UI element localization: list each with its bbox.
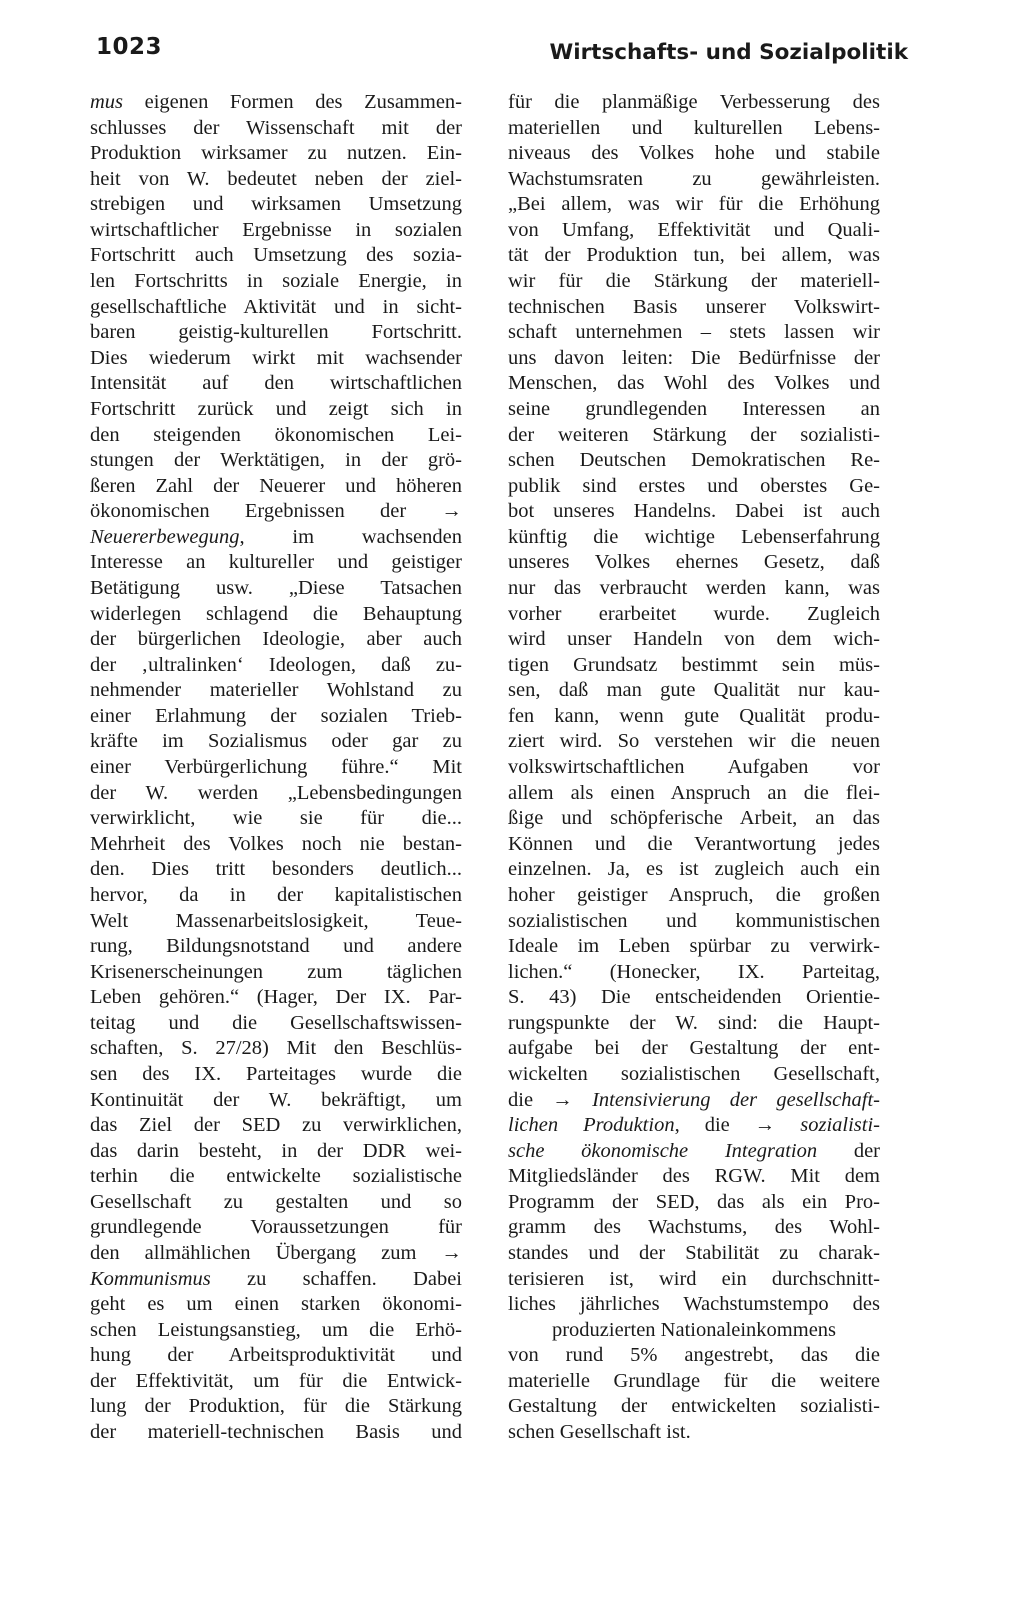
text-line: allem als einen Anspruch an die flei-	[508, 781, 880, 804]
text-line: fen kann, wenn gute Qualität produ-	[508, 704, 880, 727]
text-line: lichen Produktion, die → sozialisti-	[508, 1114, 880, 1137]
text-line: materiellen und kulturellen Lebens-	[508, 116, 880, 139]
text-line: hung der Arbeitsproduktivität und	[90, 1344, 462, 1367]
text-line: S. 43) Die entscheidenden Orientie-	[508, 986, 880, 1009]
text-line: gesellschaftliche Aktivität und in sicht-	[90, 295, 462, 318]
text-line: Wachstumsraten zu gewährleisten.	[508, 167, 880, 190]
text-line: Menschen, das Wohl des Volkes und	[508, 372, 880, 395]
text-line: Interesse an kultureller und geistiger	[90, 551, 462, 574]
text-line: vorher erarbeitet wurde. Zugleich	[508, 602, 880, 625]
text-line: tät der Produktion tun, bei allem, was	[508, 244, 880, 267]
text-line: Welt Massenarbeitslosigkeit, Teue-	[90, 909, 462, 932]
text-line: Produktion wirksamer zu nutzen. Ein-	[90, 142, 462, 165]
section-title: Wirtschafts- und Sozialpolitik	[549, 40, 908, 65]
text-line: schen Leistungsanstieg, um die Erhö-	[90, 1318, 462, 1341]
text-line: wir für die Stärkung der materiell-	[508, 270, 880, 293]
text-line: Können und die Verantwortung jedes	[508, 832, 880, 855]
text-line: schen Deutschen Demokratischen Re-	[508, 449, 880, 472]
text-line: sozialistischen und kommunistischen	[508, 909, 880, 932]
text-line: wird unser Handeln von dem wich-	[508, 628, 880, 651]
text-line: rung, Bildungsnotstand und andere	[90, 935, 462, 958]
text-line: stungen der Werktätigen, in der grö-	[90, 449, 462, 472]
text-line: schlusses der Wissenschaft mit der	[90, 116, 462, 139]
text-line: die → Intensivierung der gesellschaft-	[508, 1088, 880, 1111]
text-line: len Fortschritts in soziale Energie, in	[90, 270, 462, 293]
text-line: wickelten sozialistischen Gesellschaft,	[508, 1062, 880, 1085]
text-line: rungspunkte der W. sind: die Haupt-	[508, 1011, 880, 1034]
text-line: der Effektivität, um für die Entwick-	[90, 1369, 462, 1392]
text-line: produzierten Nationaleinkommens	[551, 1318, 837, 1341]
text-line: Mitgliedsländer des RGW. Mit dem	[508, 1165, 880, 1188]
text-line: Neuererbewegung, im wachsenden	[90, 525, 462, 548]
text-line: tigen Grundsatz bestimmt sein müs-	[508, 653, 880, 676]
text-line: für die planmäßige Verbesserung des	[508, 91, 880, 113]
text-line: Betätigung usw. „Diese Tatsachen	[90, 576, 462, 599]
text-line: Ideale im Leben spürbar zu verwirk-	[508, 935, 880, 958]
text-line: Leben gehören.“ (Hager, Der IX. Par-	[90, 986, 462, 1009]
text-line: Intensität auf den wirtschaftlichen	[90, 372, 462, 395]
text-line: Kommunismus zu schaffen. Dabei	[90, 1267, 462, 1290]
text-line: grundlegende Voraussetzungen für	[90, 1216, 462, 1239]
text-line: Gestaltung der entwickelten sozialisti-	[508, 1395, 880, 1418]
left-text-column	[90, 90, 462, 1446]
text-line: hervor, da in der kapitalistischen	[90, 883, 462, 906]
text-line: sen des IX. Parteitages wurde die	[90, 1062, 462, 1085]
text-line: schaften, S. 27/28) Mit den Beschlüs-	[90, 1037, 462, 1060]
text-line: der bürgerlichen Ideologie, aber auch	[90, 628, 462, 651]
text-line: materielle Grundlage für die weitere	[508, 1369, 880, 1392]
text-line: lung der Produktion, für die Stärkung	[90, 1395, 462, 1418]
text-line: publik sind erstes und oberstes Ge-	[508, 474, 880, 497]
text-line: nehmender materieller Wohlstand zu	[90, 679, 462, 702]
text-line: Dies wiederum wirkt mit wachsender	[90, 346, 462, 369]
text-line: einzelnen. Ja, es ist zugleich auch ein	[508, 858, 880, 881]
text-line: einer Erlahmung der sozialen Trieb-	[90, 704, 462, 727]
text-line: ßeren Zahl der Neuerer und höheren	[90, 474, 462, 497]
text-line: aufgabe bei der Gestaltung der ent-	[508, 1037, 880, 1060]
text-line: Gesellschaft zu gestalten und so	[90, 1190, 462, 1213]
text-line: schen Gesellschaft ist.	[508, 1421, 691, 1444]
text-line: liches jährliches Wachstumstempo des	[508, 1293, 880, 1316]
text-line: Fortschritt zurück und zeigt sich in	[90, 397, 462, 420]
text-line: sen, daß man gute Qualität nur kau-	[508, 679, 880, 702]
text-line: verwirklicht, wie sie für die...	[90, 807, 462, 830]
text-line: kräfte im Sozialismus oder gar zu	[90, 730, 462, 753]
text-line: den. Dies tritt besonders deutlich...	[90, 858, 462, 881]
text-line: seine grundlegenden Interessen an	[508, 397, 880, 420]
text-line: der W. werden „Lebensbedingungen	[90, 781, 462, 804]
text-line: teitag und die Gesellschaftswissen-	[90, 1011, 462, 1034]
text-line: strebigen und wirksamen Umsetzung	[90, 193, 462, 216]
text-line: künftig die wichtige Lebenserfahrung	[508, 525, 880, 548]
text-line: von rund 5% angestrebt, das die	[508, 1344, 880, 1367]
text-line: Programm der SED, das als ein Pro-	[508, 1190, 880, 1213]
text-line: terisieren ist, wird ein durchschnitt-	[508, 1267, 880, 1290]
text-line: ßige und schöpferische Arbeit, an das	[508, 807, 880, 830]
text-line: gramm des Wachstums, des Wohl-	[508, 1216, 880, 1239]
text-line: „Bei allem, was wir für die Erhöhung	[508, 193, 880, 216]
text-line: widerlegen schlagend die Behauptung	[90, 602, 462, 625]
text-line: den steigenden ökonomischen Lei-	[90, 423, 462, 446]
text-line: mus eigenen Formen des Zusammen-	[90, 91, 462, 113]
text-line: wirtschaftlicher Ergebnisse in sozialen	[90, 218, 462, 241]
text-line: uns davon leiten: Die Bedürfnisse der	[508, 346, 880, 369]
text-line: einer Verbürgerlichung führe.“ Mit	[90, 756, 462, 779]
text-line: baren geistig-kulturellen Fortschritt.	[90, 321, 462, 344]
text-line: lichen.“ (Honecker, IX. Parteitag,	[508, 960, 880, 983]
text-line: niveaus des Volkes hohe und stabile	[508, 142, 880, 165]
text-line: ökonomischen Ergebnissen der →	[90, 500, 462, 523]
text-line: terhin die entwickelte sozialistische	[90, 1165, 462, 1188]
text-line: Fortschritt auch Umsetzung des sozia-	[90, 244, 462, 267]
text-line: Kontinuität der W. bekräftigt, um	[90, 1088, 462, 1111]
text-line: volkswirtschaftlichen Aufgaben vor	[508, 756, 880, 779]
text-line: bot unseres Handelns. Dabei ist auch	[508, 500, 880, 523]
text-line: den allmählichen Übergang zum →	[90, 1242, 462, 1265]
text-line: Mehrheit des Volkes noch nie bestan-	[90, 832, 462, 855]
text-line: der materiell-technischen Basis und	[90, 1421, 462, 1444]
text-line: das Ziel der SED zu verwirklichen,	[90, 1114, 462, 1137]
text-line: nur das verbraucht werden kann, was	[508, 576, 880, 599]
text-line: das darin besteht, in der DDR wei-	[90, 1139, 462, 1162]
page-number: 1023	[96, 34, 163, 60]
text-line: der weiteren Stärkung der sozialisti-	[508, 423, 880, 446]
text-line: hoher geistiger Anspruch, die großen	[508, 883, 880, 906]
text-line: ziert wird. So verstehen wir die neuen	[508, 730, 880, 753]
text-line: Krisenerscheinungen zum täglichen	[90, 960, 462, 983]
text-line: von Umfang, Effektivität und Quali-	[508, 218, 880, 241]
text-line: geht es um einen starken ökonomi-	[90, 1293, 462, 1316]
text-line: technischen Basis unserer Volkswirt-	[508, 295, 880, 318]
text-line: unseres Volkes ehernes Gesetz, daß	[508, 551, 880, 574]
text-line: heit von W. bedeutet neben der ziel-	[90, 167, 462, 190]
text-line: der ‚ultralinken‘ Ideologen, daß zu-	[90, 653, 462, 676]
text-line: standes und der Stabilität zu charak-	[508, 1242, 880, 1265]
right-text-column	[508, 90, 880, 1446]
text-line: sche ökonomische Integration der	[508, 1139, 880, 1162]
text-line: schaft unternehmen – stets lassen wir	[508, 321, 880, 344]
